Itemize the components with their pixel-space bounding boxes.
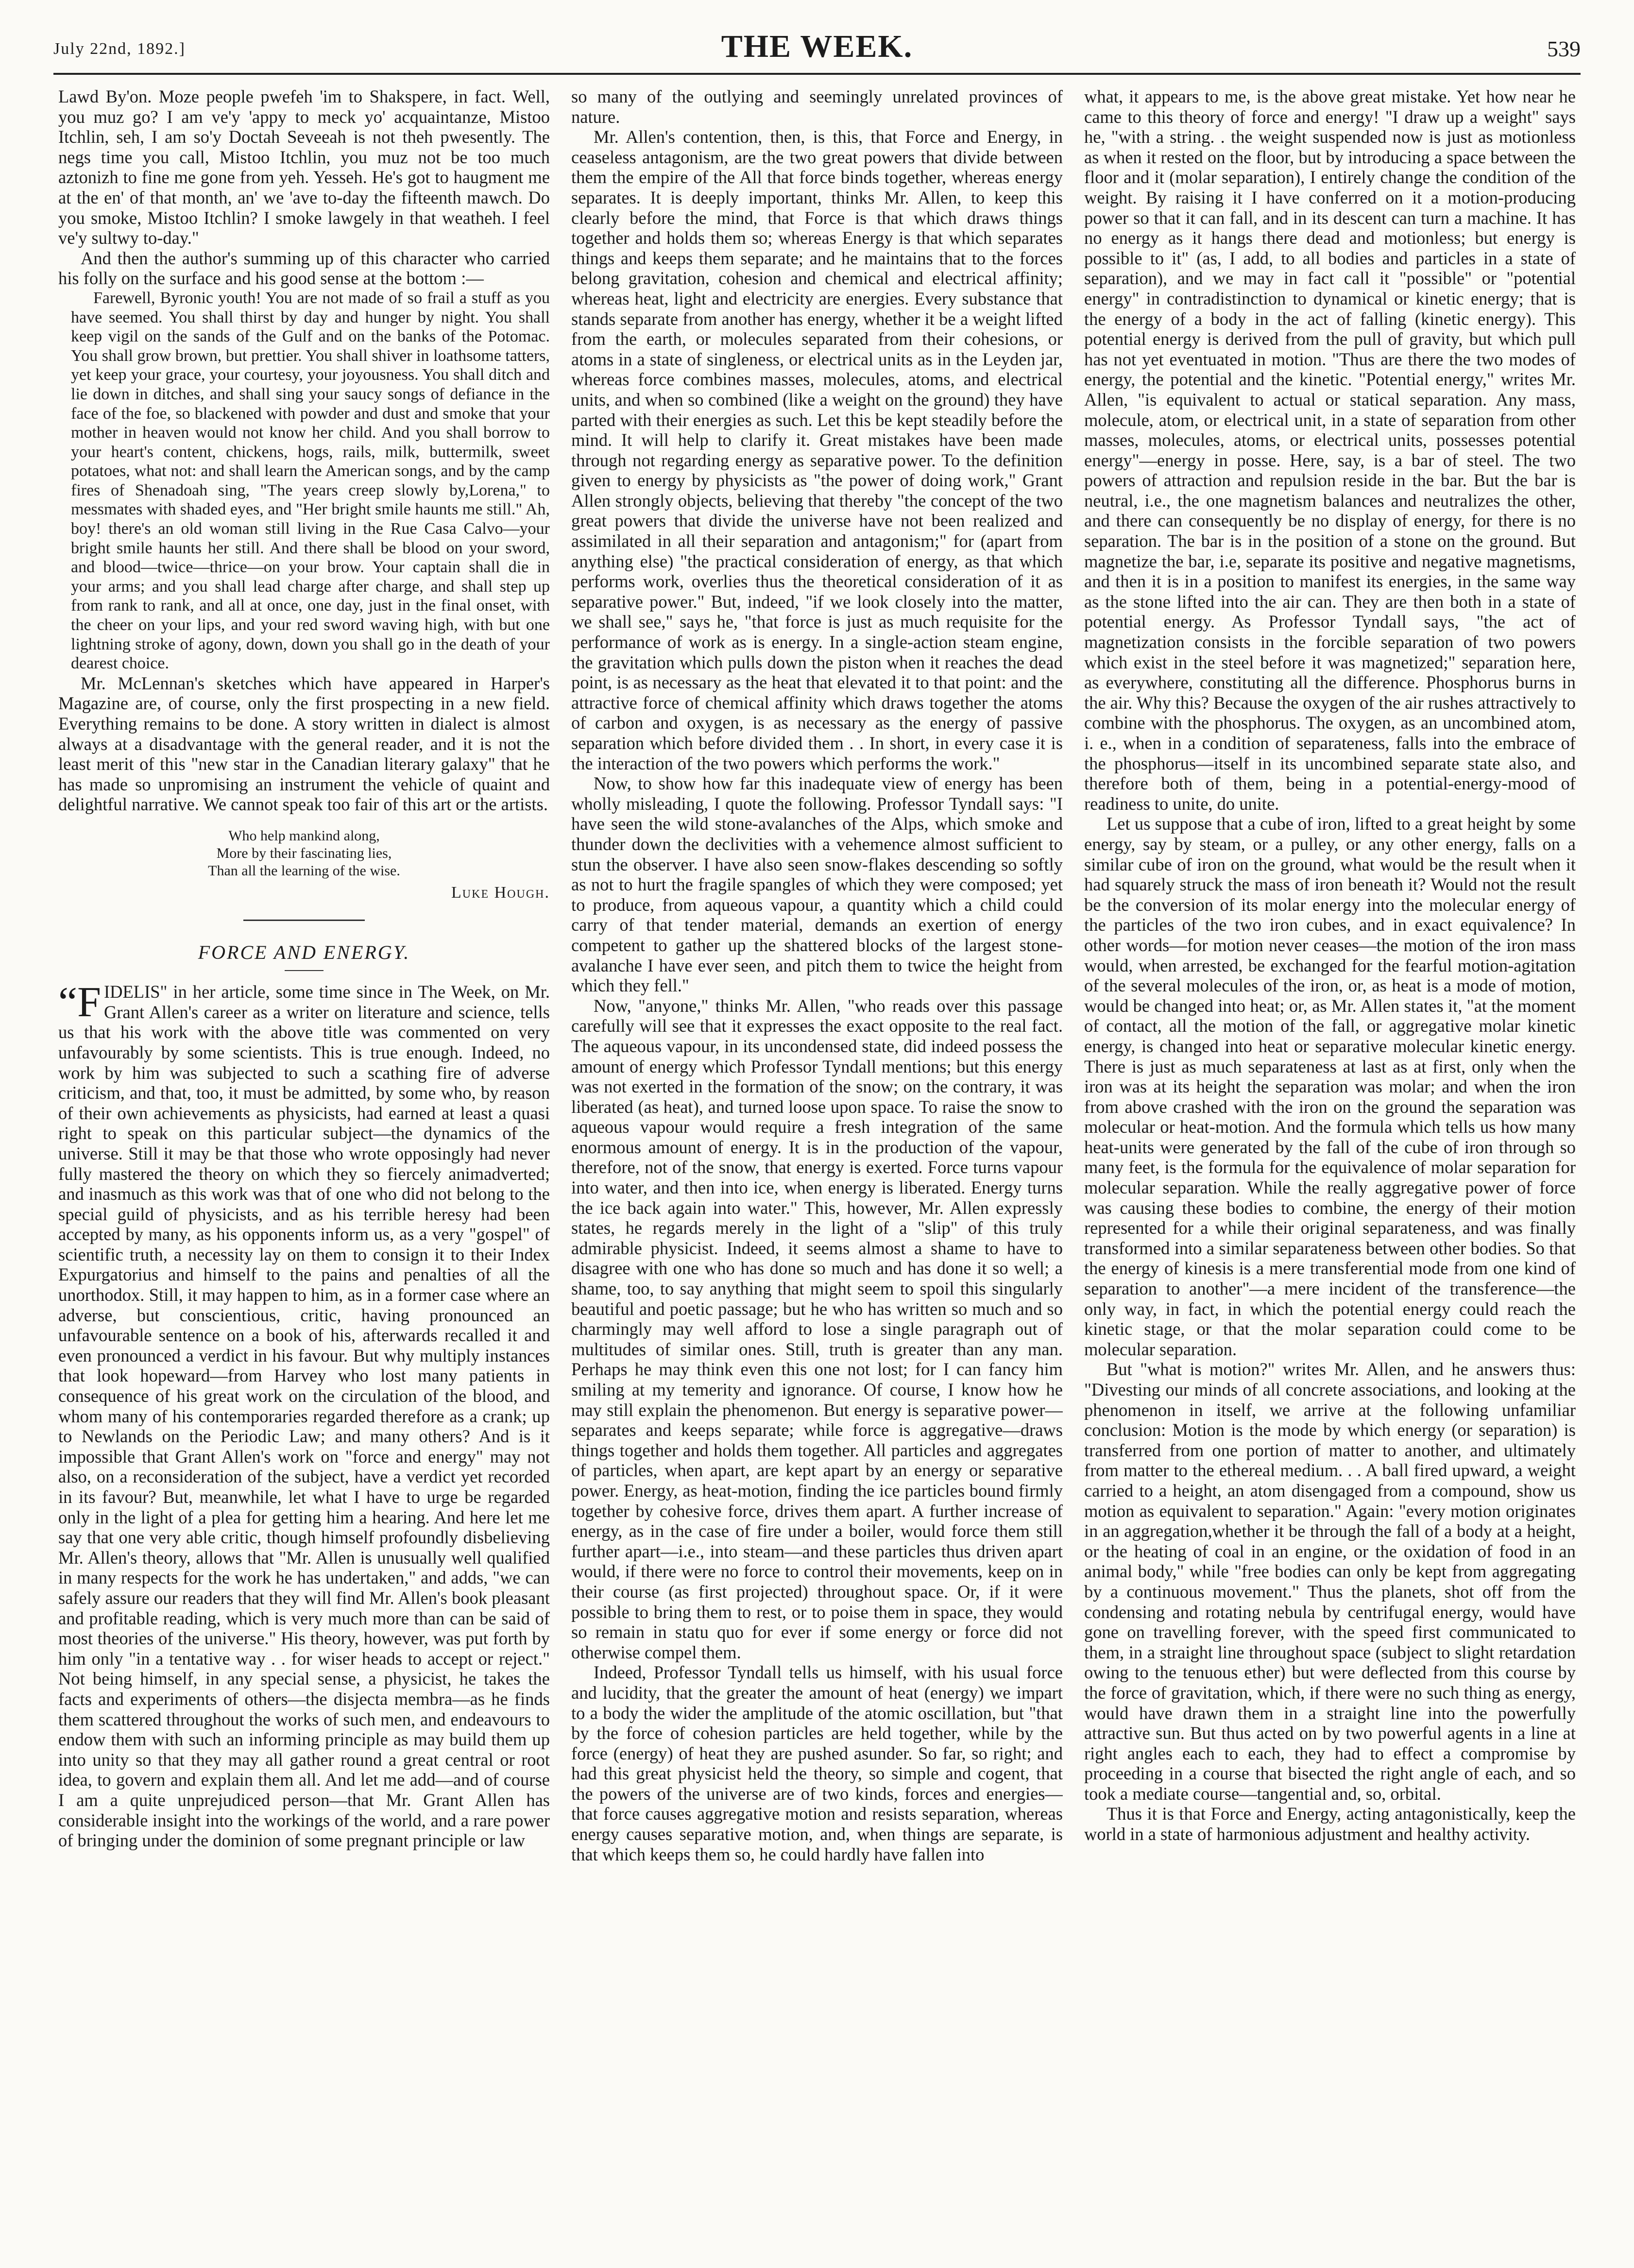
allen-contention: Mr. Allen's contention, then, is this, that Force and Energy, in ceaseless antagonism, are the two great powers that divide between them the empire of the All that force binds together, whereas energy separates. It is deeply important, thinks Mr. Allen, to keep this clearly before the mind, that Force is that which draws things together and holds them so; whereas Energy is that which separates things and keeps them separate; and he maintains that to the forces belong gravitation, cohesion and chemical and electrical affinity; whereas heat, light and electricity are energies. Every substance that stands separate from another has energy, whether it be a weight lifted from the earth, or molecules separated from their cohesions, or atoms in a state of singleness, or electrical units as in the Leyden jar, whereas force combines masses, molecules, atoms, and electrical units, and when so combined (like a weight on the ground) they have parted with their energies as such. Let this be kept steadily before the mind. It will help to clarify it. Great mistakes have been made through not regarding energy as separative power. To the definition given to energy by physicists as "the power of doing work," Grant Allen strongly objects, believing that thereby "the concept of the two great powers that divide the universe have not been realized and assimilated in all their separation and antagonism;" for (apart from anything else) "the practical consideration of energy, as that which performs work, overlies thus the theoretical consideration of it as separative power." But, indeed, "if we look closely into the matter, we shall see," says he, "that force is just as much requisite for the performance of work as is energy. In a single-action steam engine, the gravitation which pulls down the piston when it reaches the dead point, is as necessary as the heat that elevated it to that point: and the attractive force of chemical affinity which draws together the atoms of carbon and oxygen, is as necessary as the energy of passive separation which before divided them . . In short, in every case it is the interaction of the two powers which performs the work." (571, 127, 1063, 773)
summing-up-intro: And then the author's summing up of this character who carried his folly on the surface and his good sense at the bottom :— (58, 248, 550, 289)
author-byline: Luke Hough. (451, 883, 550, 902)
tyndall-quote-paragraph: Now, to show how far this inadequate view of energy has been wholly misleading, I quote the following. Professor Tyndall says: "I have seen the wild stone-avalanches of the Alps, which smoke and thunder down the declivities with a vehemence almost sufficient to stun the observer. I have also seen snow-flakes descending so softly as not to hurt the fragile spangles of which they were composed; yet to produce, from aqueous vapour, a quantity which a child could carry of that tender material, demands an exertion of energy competent to gather up the shattered blocks of the largest stone-avalanche I have ever seen, and pitch them to twice the height from which they fell." (571, 773, 1063, 996)
verse-quotation (58, 827, 550, 880)
page-number: 539 (1547, 36, 1581, 61)
farewell-quotation: Farewell, Byronic youth! You are not made of so frail a stuff as you have seemed. You shall thirst by day and hunger by night. You shall keep vigil on the sands of the Gulf and on the banks of the Potomac. You shall grow brown, but prettier. You shall shiver in loathsome tatters, yet keep your grace, your courtesy, your joyousness. You shall ditch and lie down in ditches, and shall sing your saucy songs of defiance in the face of the foe, so blackened with powder and dust and smoke that your mother in heaven would not know her child. And you shall borrow to your heart's content, chickens, hogs, rails, milk, buttermilk, sweet potatoes, what not: and shall learn the American songs, and by the camp fires of Shenadoah sing, "The years creep slowly by,Lorena," to messmates with shaded eyes, and "Her bright smile haunts me still." Ah, boy! there's an old woman still living in the Rue Casa Calvo—your bright smile haunts her still. And there shall be blood on your sword, and blood—twice—thrice—on your brow. Your captain shall die in your arms; and you shall lead charge after charge, and shall step up from rank to rank, and all at once, one day, just in the final onset, with the cheer on your lips, and your red sword waving high, with but one lightning stroke of agony, down, down you shall go in the death of your dearest choice. (71, 289, 550, 673)
dialect-passage: Lawd By'on. Moze people pwefeh 'im to Shakspere, in fact. Well, you muz go? I am ve'y 'appy to meck yo' acquaintanze, Mistoo Itchlin, seh, I am so'y Doctah Seveeah is not theh pwesently. The negs time you call, Mistoo Itchlin, you muz not be too much aztonizh to fine me gone from yeh. Yesseh. He's got to haugment me at the en' of that month, an' we 'ave to-day the fifteenth mawch. Do you smoke, Mistoo Itchlin? I smoke lawgely in that weatheh. I feel ve'y sultwy to-day." (58, 86, 550, 248)
motion-paragraph: But "what is motion?" writes Mr. Allen, and he answers thus: "Divesting our minds of all concrete associations, and looking at the phenomenon in itself, we arrive at the following unfamiliar conclusion: Motion is the mode by which energy (or separation) is transferred from one portion of matter to another, and ultimately from matter to the ethereal medium. . . A ball fired upward, a weight carried to a height, an atom disengaged from a compound, show us motion as equivalent to separation." Again: "every motion originates in an aggregation,whether it be through the fall of a body at a height, or the heating of coal in an engine, or the oxidation of food in an animal body," while "free bodies can only be kept from aggregating by a continuous movement." Thus the planets, shot off from the condensing and rotating nebula by centrifugal energy, would have gone on travelling forever, with the speed first communicated to them, in a straight line throughout space (subject to slight retardation owing to the tenuous ether) but were deflected from this course by the force of gravitation, which, if there were no such thing as energy, would have drawn them in a straight line into the powerfully attractive sun. But thus acted on by two powerful agents in a line at right angles each to each, they had to effect a compromise by proceeding in a course that bisected the right angle of each, and so took a mediate course—tangential and, so, orbital. (1084, 1359, 1576, 1804)
verse-line: More by their fascinating lies, (216, 845, 392, 861)
article-opening-text: IDELIS" in her article, some time since in The Week, on Mr. Grant Allen's career as a writer on literature and science, tells us that his work with the above title was commented on very unfavourably by some scientists. This is true enough. Indeed, no work by him was subjected to such a scathing fire of adverse criticism, and that, too, it must be admitted, by some who, by reason of their own achievements as physicists, had earned at least a quasi right to speak on this particular subject—the dynamics of the universe. Still it may be that those who wrote opposingly had never fully mastered the theory on which they so fiercely animadverted; and inasmuch as this work was that of one who did not belong to the special guild of physicists, and as his terrible heresy had been accepted by many, as his opponents inform us, as a very "gospel" of scientific truth, a necessity lay on them to consign it to their Index Expurgatorius and himself to the pains and penalties of all the unorthodox. Still, it may happen to him, as in a former case where an adverse, but conscientious, critic, having pronounced an unfavourable sentence on a book of his, afterwards recalled it and even pronounced a verdict in his favour. But why multiply instances that look hopeward—from Harvey who lost many patients in consequence of his great work on the circulation of the blood, and whom many of his contemporaries regarded therefore as a crank; up to Newlands on the Periodic Law; and many others? And is it impossible that Grant Allen's work on "force and energy" may not also, on a reconsideration of the subject, have a verdict yet recorded in its favour? But, meanwhile, let what I have to urge be regarded only in the light of a plea for getting him a hearing. And here let me say that one very able critic, though himself profoundly disbelieving Mr. Allen's theory, allows that "Mr. Allen is unusually well qualified in many respects for the work he has undertaken," and adds, "we can safely assure our readers that they will find Mr. Allen's book pleasant and profitable reading, which is very much more than can be said of most theories of the universe." His theory, however, was put forth by him only "in a tentative way . . for wiser heads to accept or reject." Not being himself, in any special sense, a physicist, he takes the facts and experiments of others—the disjecta membra—as he finds them scattered throughout the works of such men, and endeavours to endow them with such an informing principle as may build them up into unity so that they may all gather round a great central or root idea, to govern and explain them all. And let me add—and of course I am a quite unprejudiced person—that Mr. Grant Allen has considerable insight into the workings of the world, and a rare power of bringing under the dominion of some pregnant principle or law (58, 982, 550, 1851)
issue-date: July 22nd, 1892.] (53, 40, 186, 58)
column-1 (58, 86, 550, 2243)
column-2 (571, 86, 1063, 2243)
potential-energy-paragraph: what, it appears to me, is the above great mistake. Yet how near he came to this theory of force and energy! "I draw up a weight" says he, "with a string. . the weight suspended now is just as motionless as when it rested on the floor, but by introducing a space between the floor and it (molar separation), I entirely change the condition of the weight. By raising it I have conferred on it a motion-producing power so that it can fall, and in its descent can turn a machine. It has no energy as it hangs there dead and motionless; but energy is possible to it" (as, I add, to all bodies and particles in a state of separation), and we may in fact call it "possible" or "potential energy" in contradistinction to dynamical or kinetic energy; that is the energy of a body in the act of falling (kinetic energy). This potential energy is derived from the pull of gravity, but which pull has not yet eventuated in motion. "Thus are there the two modes of energy, the potential and the kinetic. "Potential energy," writes Mr. Allen, "is equivalent to actual or statical separation. Any mass, molecule, atom, or electrical unit, in a state of separation from other masses, molecules, atoms, or electrical units, possesses potential energy"—energy in posse. Here, say, is a bar of steel. The two powers of attraction and repulsion reside in the bar. But the bar is neutral, i.e., the one magnetism balances and neutralizes the other, and there can consequently be no display of energy, for there is no separation. The bar is in the position of a stone on the ground. But magnetize the bar, i.e, separate its positive and negative magnetisms, and then it is in a position to manifest its energies, in the same way as the stone lifted into the air can. They are then both in a state of potential energy. As Professor Tyndall says, "the act of magnetization consists in the forcible separation of two powers which exist in the steel before it was magnetized;" separation here, as everywhere, constituting all the difference. Phosphorus burns in the air. Why this? Because the oxygen of the air rushes attractively to combine with the phosphorus. The oxygen, as an uncombined atom, i. e., when in a condition of separateness, falls into the embrace of the phosphorus—itself in its uncombined separate state also, and therefore both of them, being in a potential-energy-mood of readiness to unite, do unite. (1084, 86, 1576, 814)
allen-response: Now, "anyone," thinks Mr. Allen, "who reads over this passage carefully will see that it expresses the exact opposite to the real fact. The aqueous vapour, in its uncondensed state, did indeed possess the amount of energy which Professor Tyndall mentions; but this energy was not exerted in the formation of the snow; on the contrary, it was liberated (as heat), and turned loose upon space. To raise the snow to aqueous vapour would require a fresh integration of the same enormous amount of energy. It is in the production of the vapour, therefore, not of the snow, that energy is exerted. Force turns vapour into water, and then into ice, when energy is liberated. Energy turns the ice back again into water." This, however, Mr. Allen expressly states, he regards merely in the light of a "slip" of this truly admirable physicist. Indeed, it seems almost a shame to have to disagree with one who has done so much and has done it so well; a shame, too, to say anything that might seem to spoil this singularly beautiful and poetic passage; but he who has written so much and so charmingly may well afford to lose a single paragraph out of multitudes of similar ones. Still, truth is greater than any man. Perhaps he may think even this one not lost; for I can fancy him smiling at my temerity and ignorance. Of course, I know how he may still explain the phenomenon. But energy is separative power—separates and keeps separate; while force is aggregative—draws things together and holds them together. All particles and aggregates of particles, when apart, are kept apart by an energy or separative power. Energy, as heat-motion, finding the ice particles bound firmly together by cohesive force, drives them apart. A further increase of energy, as in the case of fire under a boiler, would force them still further apart—i.e., into steam—and these particles thus driven apart would, if there were no force to control their movements, keep on in their course (as first projected) throughout space. Or, if it were possible to bring them to rest, or to poise them in space, they would so remain in statu quo for ever if some energy or force did not otherwise compel them. (571, 995, 1063, 1662)
article-title: FORCE AND ENERGY. (198, 941, 410, 963)
publication-title: THE WEEK. (721, 29, 913, 64)
mclennan-paragraph: Mr. McLennan's sketches which have appeared in Harper's Magazine are, of course, only the first prospecting in a new field. Everything remains to be done. A story written in dialect is almost always at a disadvantage with the general reader, and it is not the least merit of this "new star in the Canadian literary galaxy" that he has made so unpromising an instrument the vehicle of quaint and delightful narrative. We cannot speak too fair of this art or the artists. (58, 673, 550, 815)
running-head (53, 25, 1581, 69)
drop-cap: “F (58, 979, 101, 1026)
tyndall-lucidity-paragraph: Indeed, Professor Tyndall tells us himself, with his usual force and lucidity, that the greater the amount of heat (energy) we impart to a body the wider the amplitude of the atomic oscillation, but "that by the force of cohesion particles are held together, while by the force (energy) of heat they are pushed asunder. So far, so right; and had this great physicist held the theory, so simple and cogent, that the powers of the universe are of two kinds, forces and energies—that force causes aggregative motion and resists separation, whereas energy causes separative motion, and, when things are separate, is that which keeps them so, he could hardly have fallen into (571, 1662, 1063, 1864)
verse-line: Than all the learning of the wise. (208, 862, 400, 879)
verse-line: Who help mankind along, (228, 827, 380, 844)
continued-paragraph: so many of the outlying and seemingly unrelated provinces of nature. (571, 86, 1063, 127)
title-divider (285, 970, 323, 971)
column-3 (1084, 86, 1576, 2243)
section-divider (243, 920, 365, 921)
conclusion-paragraph: Thus it is that Force and Energy, acting antagonistically, keep the world in a state of harmonious adjustment and healthy activity. (1084, 1804, 1576, 1844)
article-opening (58, 979, 550, 1851)
iron-cube-paragraph: Let us suppose that a cube of iron, lifted to a great height by some energy, say by steam, or a pulley, or any other energy, falls on a similar cube of iron on the ground, what would be the result when it had squarely struck the mass of iron beneath it? Would not the result be the conversion of its molar energy into the molecular energy of the particles of the two iron cubes, and in exact equivalence? In other words—for motion never ceases—the motion of the iron mass would, when arrested, be exchanged for the fearful motion-agitation of the several molecules of the iron, or, as heat is a mode of motion, would be changed into heat; or, as Mr. Allen states it, "at the moment of contact, all the motion of the fall, or aggregative molar kinetic energy, is changed into heat or separative molecular kinetic energy. There is just as much separateness at last as at first, only when the iron was at its height the separation was molar; and when the iron from above crashed with the iron on the ground the separation was molecular or heat-motion. And the formula which tells us how many heat-units were generated by the fall of the cube of iron through so many feet, is the formula for the equivalence of molar separation for molecular separation. While the really aggregative power of force was causing these bodies to combine, the energy of their motion represented for a while their original separateness, and was finally transformed into a similar separateness between other bodies. So that the energy of kinesis is a mere transferential mode from one kind of separation to another"—a mere incident of the transference—the only way, in fact, in which the potential energy could reach the kinetic stage, or that the molar separation could come to be molecular separation. (1084, 814, 1576, 1359)
header-rule (53, 73, 1581, 75)
